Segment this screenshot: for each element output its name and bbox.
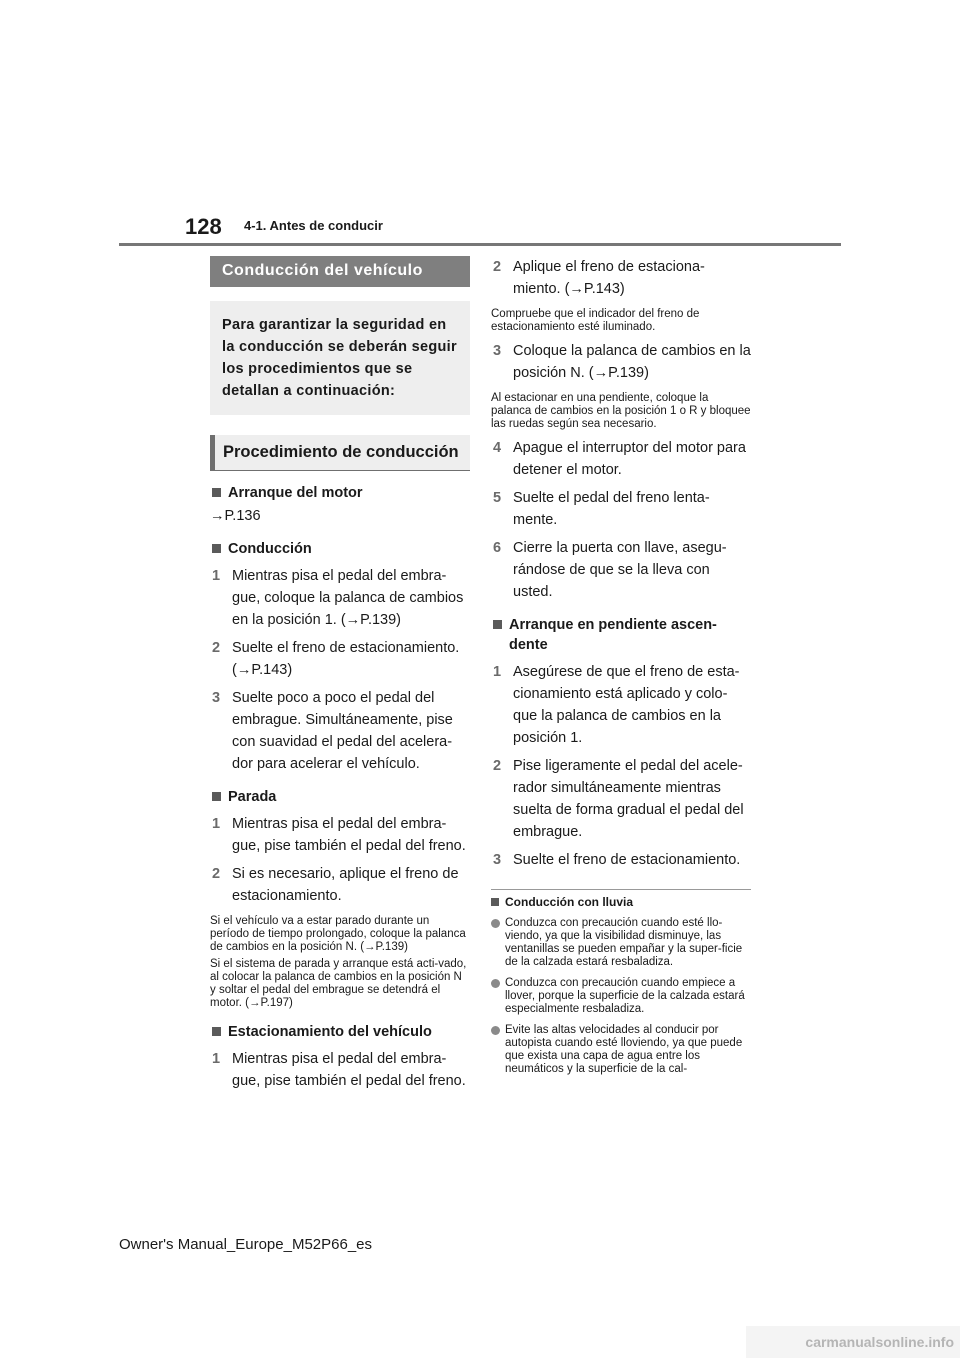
section-title: 4-1. Antes de conducir [244,218,383,233]
list-item: Conduzca con precaución cuando empiece a llover, porque la superficie de la calzada estará especialmente resbaladiza. [491,977,751,1016]
subhead-arranque: Arranque del motor [210,483,470,503]
note: Si el sistema de parada y arranque está acti-vado, al colocar la palanca de cambios en la posición N y soltar el pedal del embrague se detendrá el motor. (→P.197) [210,958,467,1009]
square-bullet-icon [212,1027,221,1036]
subhead-conduccion: Conducción [210,539,470,559]
list-item: 2 Pise ligeramente el pedal del acele-rador simultáneamente mientras suelta de forma gradual el pedal del embrague. [493,758,744,840]
subhead-parada: Parada [210,787,470,807]
square-bullet-icon [493,620,502,629]
list-item: 1 Mientras pisa el pedal del embra-gue, pise también el pedal del freno. [212,1051,466,1089]
list-item: Evite las altas velocidades al conducir por autopista cuando esté lloviendo, ya que puede que exista una capa de agua entre los neumáticos y la superficie de la cal- [491,1024,751,1076]
list-item: 6 Cierre la puerta con llave, asegu-rándose de que se la lleva con usted. [493,540,727,600]
list-item: 3 Suelte poco a poco el pedal del embrague. Simultáneamente, pise con suavidad el pedal del acelera-dor para acelerar el vehículo. [212,690,453,772]
list-item: 4 Apague el interruptor del motor para detener el motor. [493,440,746,478]
square-bullet-icon [212,792,221,801]
list-item: 1 Mientras pisa el pedal del embra-gue, pise también el pedal del freno. [212,816,466,854]
list-item: 5 Suelte el pedal del freno lenta-mente. [493,490,710,528]
list-item: 2 Suelte el freno de estacionamiento. (→P.143) [212,640,460,678]
note: Al estacionar en una pendiente, coloque la palanca de cambios en la posición 1 o R y bloquee las ruedas según sea necesario. [491,392,751,430]
subhead-estacionamiento: Estacionamiento del vehículo [210,1022,470,1042]
left-column [210,256,470,1092]
watermark[interactable]: carmanualsonline.info [746,1326,960,1358]
box-title: Conducción del vehículo [210,256,470,287]
square-bullet-icon [212,544,221,553]
header-divider [119,243,841,246]
note: Compruebe que el indicador del freno de estacionamiento esté iluminado. [491,308,700,333]
section-divider [491,889,751,890]
procedure-title: Procedimiento de conducción [210,435,470,471]
list-item: Conduzca con precaución cuando esté llo-viendo, ya que la visibilidad disminuye, las ventanillas se pueden empañar y la super-ficie de la calzada estará resbaladiza. [491,917,751,969]
circle-bullet-icon [491,919,500,928]
note: Si el vehículo va a estar parado durante un período de tiempo prolongado, coloque la palanca de cambios en la posición N. (→P.139) [210,915,466,953]
manual-id: Owner's Manual_Europe_M52P66_es [119,1236,373,1253]
subhead-pendiente: Arranque en pendiente ascen-dente [491,615,751,655]
list-item: 1 Asegúrese de que el freno de esta-cionamiento está aplicado y colo-que la palanca de cambios en la posición 1. [493,664,740,746]
page-number: 128 [185,214,222,239]
circle-bullet-icon [491,979,500,988]
list-item: 2 Si es necesario, aplique el freno de estacionamiento. [212,866,459,904]
list-item: 3 Coloque la palanca de cambios en la posición N. (→P.139) [493,343,751,381]
square-bullet-icon [212,488,221,497]
box-text: Para garantizar la seguridad en la conducción se deberán seguir los procedimientos que se detallan a continuación: [210,301,470,415]
square-bullet-icon [491,898,499,906]
list-item: 2 Aplique el freno de estaciona-miento. (→P.143) [493,259,705,297]
circle-bullet-icon [491,1026,500,1035]
subhead-lluvia: Conducción con lluvia [491,895,751,909]
arranque-ref: →P.136 [210,508,261,524]
list-item: 1 Mientras pisa el pedal del embra-gue, coloque la palanca de cambios en la posición 1. (→P.139) [212,568,464,628]
list-item: 3 Suelte el freno de estacionamiento. [493,852,741,868]
right-column [491,256,751,1076]
